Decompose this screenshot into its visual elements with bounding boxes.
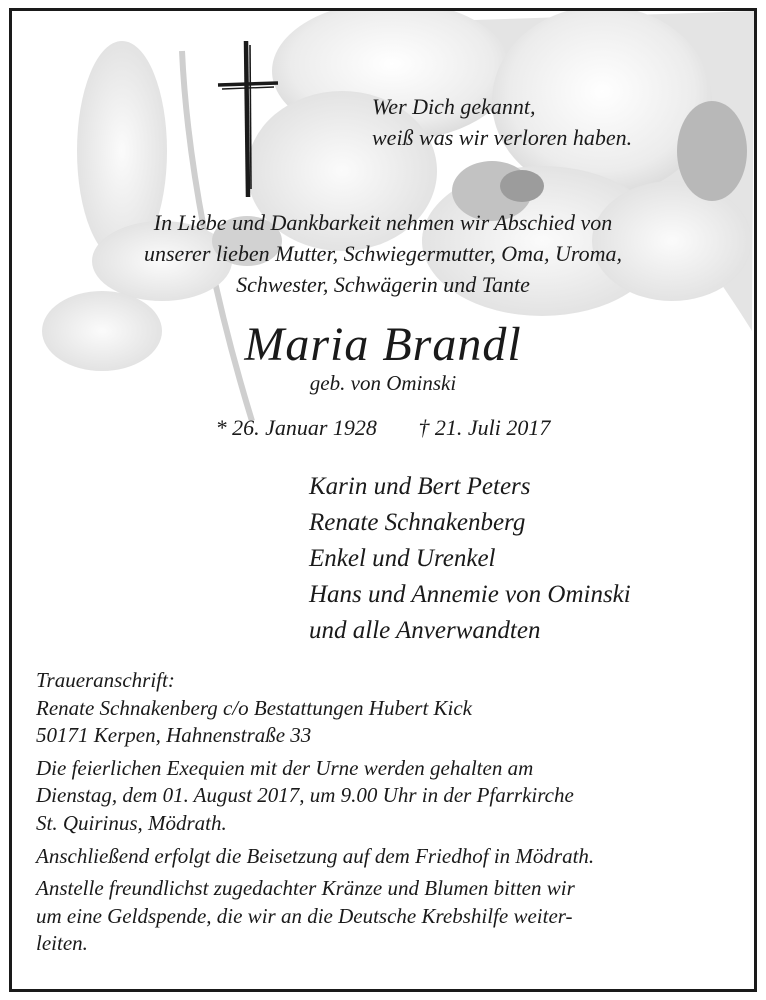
donation-line: leiten. [36,931,88,956]
ceremony-line: Die feierlichen Exequien mit der Urne werden gehalten am [36,755,534,780]
donation-line: um eine Geldspende, die wir an die Deutsche Krebshilfe weiter- [36,903,573,928]
address-label: Traueranschrift: [36,668,175,692]
farewell-text [12,207,754,300]
quote [372,91,632,153]
mourner: und alle Anverwandten [309,617,541,644]
mourner: Hans und Annemie von Ominski [309,581,631,608]
address-line: 50171 Kerpen, Hahnenstraße 33 [36,723,312,748]
deceased-name: Maria Brandl [244,318,522,371]
ceremony-line: Dienstag, dem 01. August 2017, um 9.00 Uhr in der Pfarrkirche [36,783,574,808]
farewell-line: In Liebe und Dankbarkeit nehmen wir Abschied von [153,210,613,235]
birth-date: * 26. Januar 1928 [215,415,377,440]
life-dates [12,413,754,443]
farewell-line: Schwester, Schwägerin und Tante [236,272,530,297]
quote-line: Wer Dich gekannt, [372,94,536,119]
maiden-name: geb. von Ominski [309,371,457,395]
ceremony-line: St. Quirinus, Mödrath. [36,810,227,835]
farewell-line: unserer lieben Mutter, Schwiegermutter, Oma, Uroma, [143,241,623,266]
funeral-information [36,667,736,958]
mourner: Karin und Bert Peters [309,473,531,500]
quote-line: weiß was wir verloren haben. [372,125,633,150]
obituary-card [9,8,757,992]
address-line: Renate Schnakenberg c/o Bestattungen Hubert Kick [36,695,473,720]
mourner: Renate Schnakenberg [309,509,526,536]
death-date: † 21. Juli 2017 [418,415,551,440]
donation-line: Anstelle freundlichst zugedachter Kränze und Blumen bitten wir [36,876,575,901]
cross-icon [212,39,282,199]
burial-text: Anschließend erfolgt die Beisetzung auf dem Friedhof in Mödrath. [36,843,595,868]
mourner: Enkel und Urenkel [309,545,496,572]
mourners-list [309,469,631,649]
